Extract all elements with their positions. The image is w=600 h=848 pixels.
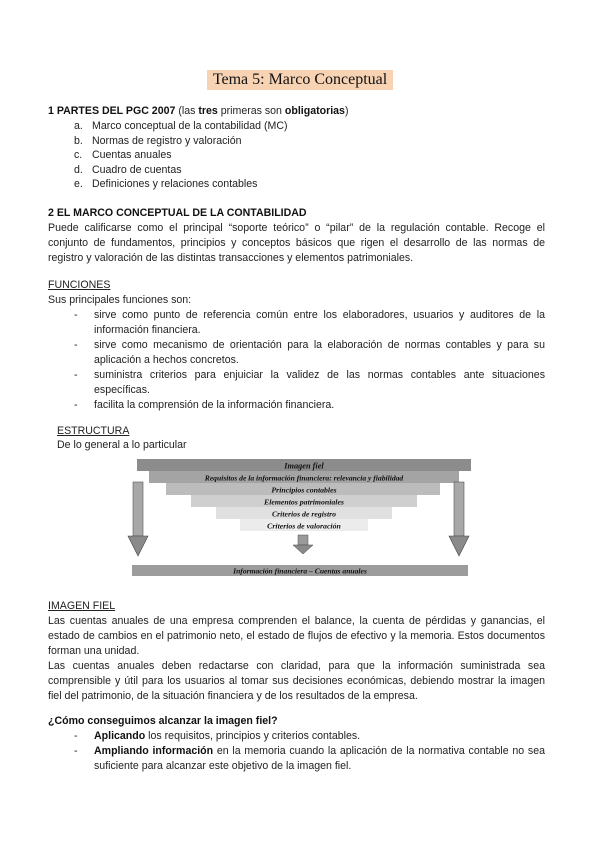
list-dash: -	[74, 730, 78, 742]
list-item-text: facilita la comprensión de la información financiera.	[94, 399, 335, 411]
section-2-paragraph: Puede calificarse como el principal “soporte teórico” o “pilar” de la regulación contable. Recoge el conjunto de fundamentos, principios y conceptos básicos que rigen el desarrollo de las normas de registro y valoración de las distintas transacciones y elementos patrimoniales.	[48, 222, 545, 264]
imagen-fiel-paragraph-1: Las cuentas anuales de una empresa comprenden el balance, la cuenta de pérdidas y ganancias, el estado de cambios en el patrimonio neto, el estado de flujos de efectivo y la memoria. Estos documentos forman una unidad.	[48, 615, 545, 657]
heading-part: primeras son	[217, 105, 285, 117]
list-item	[48, 744, 545, 774]
heading-part: (las	[175, 105, 199, 117]
level-label: Elementos patrimoniales	[264, 497, 344, 507]
heading-bold-tres: tres	[198, 105, 218, 117]
list-item-text: Cuentas anuales	[92, 149, 172, 162]
level-label: Requisitos de la información financiera: relevancia y fiabilidad	[204, 473, 404, 483]
list-item-text: Marco conceptual de la contabilidad (MC)	[92, 120, 288, 132]
level-label: Criterios de registro	[271, 509, 337, 519]
level-label: Criterios de valoración	[267, 521, 341, 531]
list-dash: -	[74, 745, 78, 757]
bottom-label: Información financiera – Cuentas anuales	[233, 566, 367, 576]
level-label: Principios contables	[271, 485, 337, 495]
section-2-heading: 2 EL MARCO CONCEPTUAL DE LA CONTABILIDAD	[48, 207, 307, 219]
list-item-text: sirve como punto de referencia común entre los elaboradores, usuarios y auditores de la información financiera.	[94, 309, 545, 336]
list-dash: -	[74, 399, 78, 411]
list-item	[48, 729, 545, 744]
list-item-text: suministra criterios para enjuiciar la validez de las normas contables ante situaciones específicas.	[94, 369, 545, 396]
center-down-arrow-icon	[293, 535, 313, 554]
right-down-arrow-icon	[449, 482, 469, 556]
estructura-heading: ESTRUCTURA	[57, 425, 130, 437]
list-item-text: Cuadro de cuentas	[92, 163, 182, 176]
heading-bold-obligatorias: obligatorias	[284, 105, 345, 117]
list-marker: c.	[74, 149, 83, 162]
list-marker: d.	[74, 163, 83, 176]
list-item-text: sirve como mecanismo de orientación para la elaboración de normas contables y para su aplicación a hechos concretos.	[94, 339, 545, 366]
list-dash: -	[74, 369, 78, 381]
list-item-text: Definiciones y relaciones contables	[92, 178, 258, 191]
imagen-fiel-heading: IMAGEN FIEL	[48, 600, 116, 612]
funciones-intro: Sus principales funciones son:	[48, 294, 192, 306]
list-item-bold: Ampliando información	[94, 745, 214, 757]
section-1-heading: 1 PARTES DEL PGC 2007	[48, 105, 176, 117]
list-item-bold: Aplicando	[94, 730, 146, 742]
imagen-fiel-paragraph-2: Las cuentas anuales deben redactarse con claridad, para que la información suministrada sea comprensible y útil para los usuarios al tomar sus decisiones económicas, debiendo mostrar la imagen fiel del patrimonio, de la situación financiera y de los resultados de la empresa.	[48, 660, 545, 702]
list-dash: -	[74, 339, 78, 351]
list-marker: b.	[74, 134, 83, 147]
estructura-intro: De lo general a lo particular	[57, 439, 187, 451]
list-marker: e.	[74, 178, 83, 191]
funciones-heading: FUNCIONES	[48, 279, 111, 291]
como-list	[48, 729, 545, 774]
list-dash: -	[74, 309, 78, 321]
level-label: Imagen fiel	[284, 461, 324, 471]
section-como-conseguimos	[48, 714, 545, 774]
list-item-text: Normas de registro y valoración	[92, 134, 242, 147]
list-marker: a.	[74, 120, 83, 132]
list-item-text: en la memoria cuando la aplicación de la normativa contable no sea suficiente para alcanzar este objetivo de la imagen fiel.	[94, 745, 545, 772]
como-heading: ¿Cómo conseguimos alcanzar la imagen fiel?	[48, 715, 278, 727]
section-imagen-fiel	[48, 599, 545, 704]
page-title: Tema 5: Marco Conceptual	[207, 70, 393, 90]
list-item-text: los requisitos, principios y criterios contables.	[145, 730, 361, 742]
left-down-arrow-icon	[128, 482, 148, 556]
heading-part: )	[344, 105, 349, 117]
